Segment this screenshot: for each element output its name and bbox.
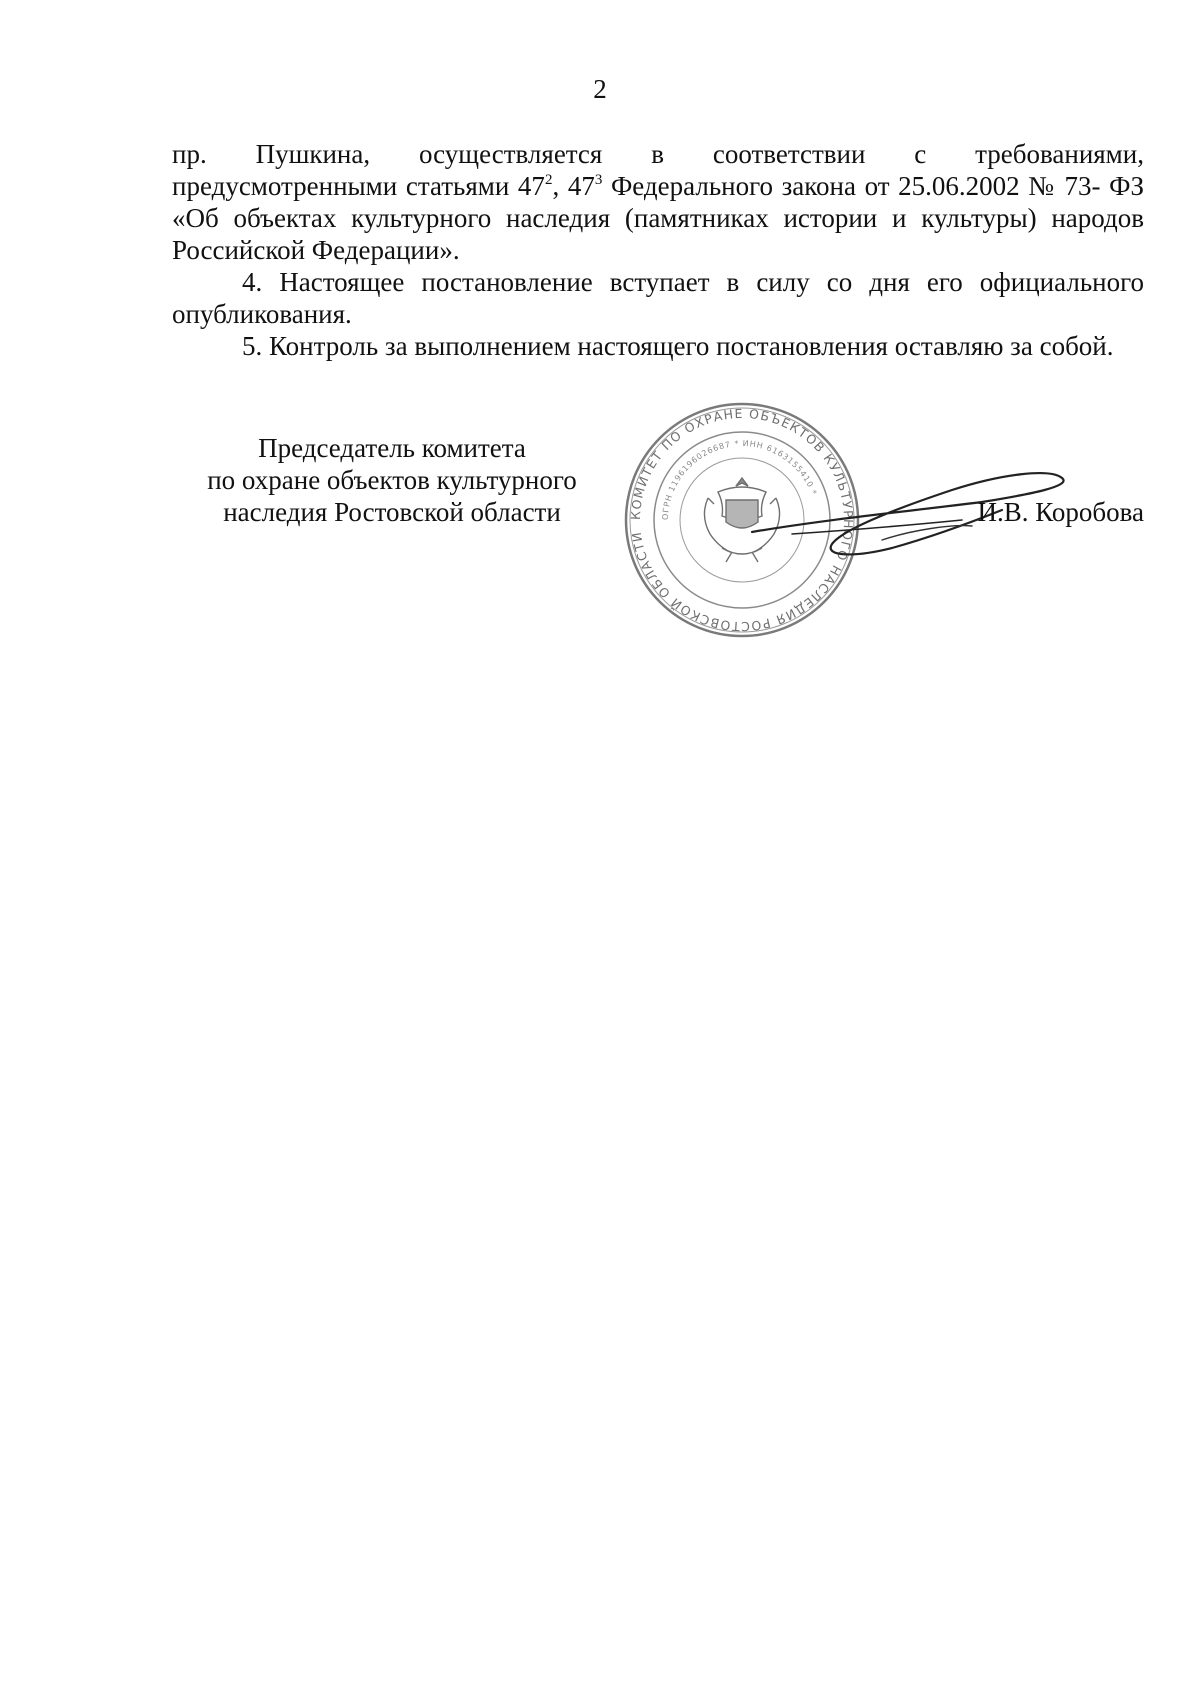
position-line: наследия Ростовской области: [223, 497, 561, 527]
seal-inner-text: ОГРН 1196196026687 * ИНН 6163155410 *: [660, 438, 819, 521]
text-run: , 47: [552, 171, 595, 201]
signer-position: [202, 432, 582, 528]
first-line: [172, 138, 1144, 170]
paragraph-5: 5. Контроль за выполнением настоящего постановления оставляю за собой.: [242, 331, 1114, 361]
paragraph-4: 4. Настоящее постановление вступает в силу со дня его официального опубликования.: [172, 267, 1144, 329]
word: с: [914, 139, 927, 169]
text-run: предусмотренными статьями 47: [172, 171, 545, 201]
paragraph-continuation: [172, 138, 1144, 266]
position-line: по охране объектов культурного: [207, 465, 577, 495]
seal-outer-text: КОМИТЕТ ПО ОХРАНЕ ОБЪЕКТОВ КУЛЬТУРНОГО НАСЛЕДИЯ РОСТОВСКОЙ ОБЛАСТИ: [627, 405, 857, 635]
document-body: [172, 138, 1144, 362]
word: пр.: [172, 139, 207, 169]
word: осуществляется: [419, 139, 603, 169]
superscript: 3: [594, 172, 603, 188]
word: соответствии: [712, 139, 866, 169]
signature-block: [172, 405, 1144, 642]
signer-name: И.В. Коробова: [977, 497, 1144, 527]
position-line: Председатель комитета: [258, 433, 526, 463]
page-number: 2: [593, 74, 607, 104]
text-run: Федерального закона от 25.06.2002 № 73- ФЗ «Об объектах культурного наследия (памятниках истории и культуры) народов Российской Федерации».: [172, 171, 1145, 265]
word: в: [651, 139, 664, 169]
superscript: 2: [544, 172, 553, 188]
word: Пушкина,: [255, 139, 371, 169]
word: требованиями,: [975, 139, 1144, 169]
